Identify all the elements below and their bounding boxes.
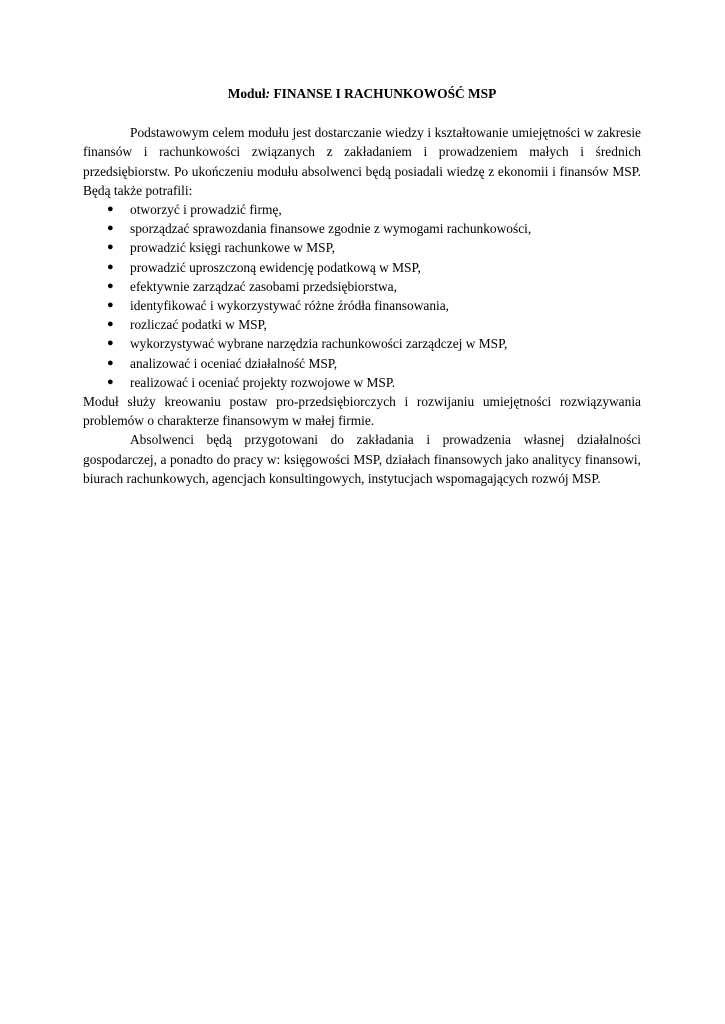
list-item	[83, 219, 641, 238]
list-item-text: realizować i oceniać projekty rozwojowe w MSP.	[130, 374, 396, 390]
document-title	[83, 84, 641, 103]
list-item-text: efektywnie zarządzać zasobami przedsiębiorstwa,	[130, 278, 397, 294]
list-item	[83, 200, 641, 219]
title-main: FINANSE I RACHUNKOWOŚĆ MSP	[270, 86, 497, 101]
list-item-text: identyfikować i wykorzystywać różne źródła finansowania,	[130, 298, 450, 314]
bullet-icon: ●	[107, 279, 114, 292]
skills-list	[83, 200, 641, 392]
list-item	[83, 277, 641, 296]
list-item	[83, 315, 641, 334]
bullet-icon: ●	[107, 260, 114, 273]
list-item-text: analizować i oceniać działalność MSP,	[130, 355, 338, 371]
bullet-icon: ●	[107, 375, 114, 388]
title-colon: :	[265, 86, 271, 101]
list-item	[83, 373, 641, 392]
title-prefix: Moduł	[227, 86, 266, 101]
document-page	[83, 84, 641, 488]
list-item-text: prowadzić uproszczoną ewidencję podatkową w MSP,	[130, 259, 421, 275]
list-item	[83, 296, 641, 315]
list-item	[83, 334, 641, 353]
bullet-icon: ●	[107, 222, 114, 235]
list-item-text: prowadzić księgi rachunkowe w MSP,	[130, 240, 335, 256]
bullet-icon: ●	[107, 203, 114, 216]
purpose-paragraph: Moduł służy kreowaniu postaw pro-przedsiębiorczych i rozwijaniu umiejętności rozwiązywania problemów o charakterze finansowym w małej firmie.	[83, 394, 641, 429]
bullet-icon: ●	[107, 318, 114, 331]
graduates-paragraph: Absolwenci będą przygotowani do zakładania i prowadzenia własnej działalności gospodarczej, a ponadto do pracy w: księgowości MSP, działach finansowych jako analitycy finansowi, biurach rachunkowych, agencjach konsultingowych, instytucjach wspomagających rozwój MSP.	[83, 432, 641, 486]
list-item-text: rozliczać podatki w MSP,	[130, 317, 267, 333]
list-item	[83, 238, 641, 257]
list-item-text: otworzyć i prowadzić firmę,	[130, 202, 282, 218]
bullet-icon: ●	[107, 337, 114, 350]
list-item	[83, 258, 641, 277]
bullet-icon: ●	[107, 241, 114, 254]
list-item-text: sporządzać sprawozdania finansowe zgodnie z wymogami rachunkowości,	[130, 221, 532, 237]
bullet-icon: ●	[107, 299, 114, 312]
list-item-text: wykorzystywać wybrane narzędzia rachunkowości zarządczej w MSP,	[130, 336, 508, 352]
intro-paragraph: Podstawowym celem modułu jest dostarczanie wiedzy i kształtowanie umiejętności w zakresie finansów i rachunkowości związanych z zakładaniem i prowadzeniem małych i średnich przedsiębiorstw. Po ukończeniu modułu absolwenci będą posiadali wiedzę z ekonomii i finansów MSP. Będą także potrafili:	[83, 125, 641, 198]
bullet-icon: ●	[107, 356, 114, 369]
list-item	[83, 354, 641, 373]
